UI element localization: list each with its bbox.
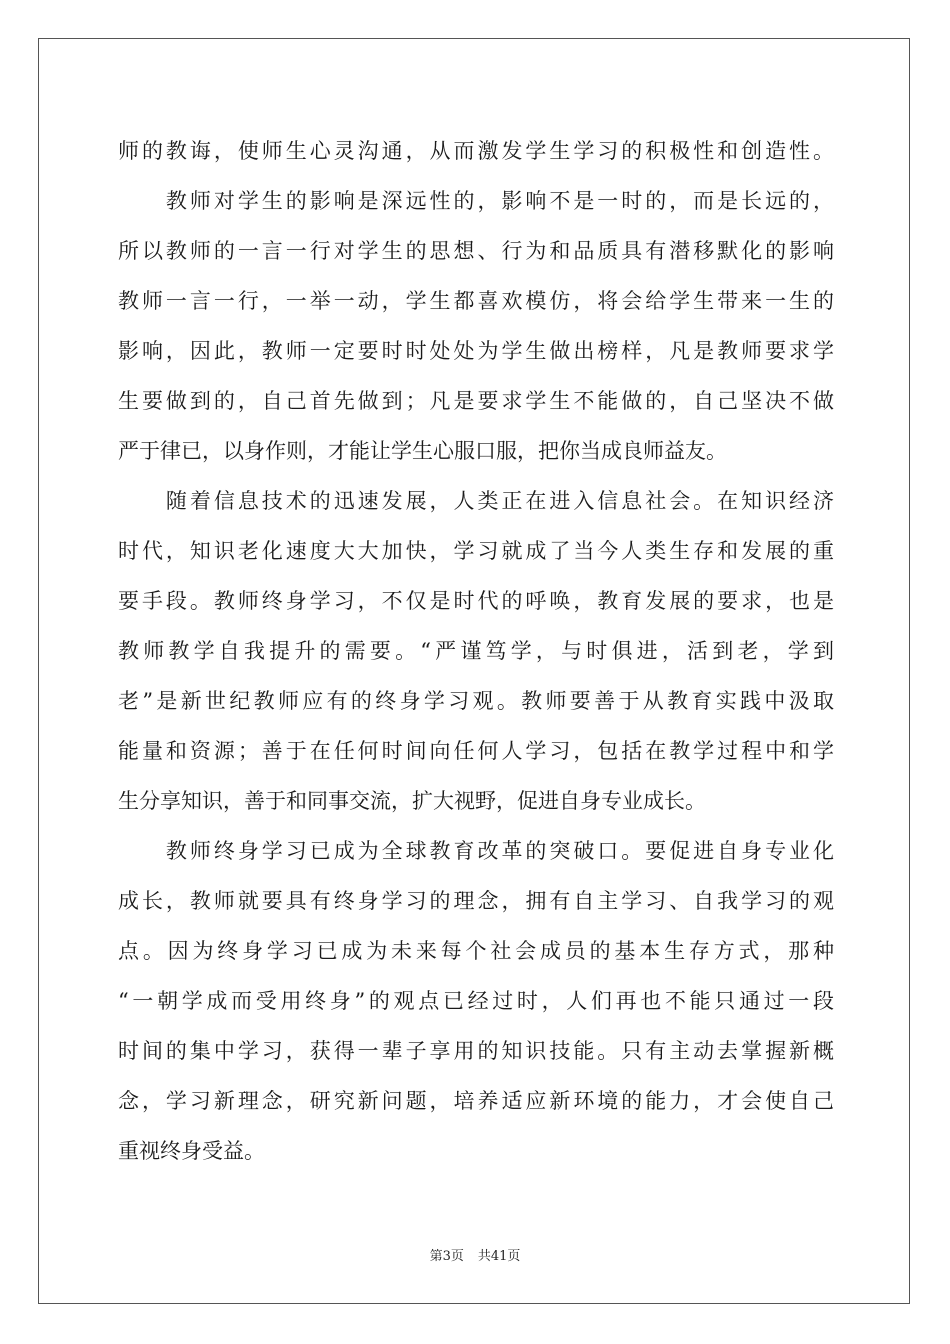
text-line: 教师一言一行，一举一动，学生都喜欢模仿，将会给学生带来一生的 bbox=[118, 289, 834, 313]
text-line: 成长，教师就要具有终身学习的理念，拥有自主学习、自我学习的观 bbox=[118, 889, 834, 913]
text-line: 生要做到的，自己首先做到；凡是要求学生不能做的，自己坚决不做 bbox=[118, 389, 834, 413]
text-line: 师的教诲，使师生心灵沟通，从而激发学生学习的积极性和创造性。 bbox=[118, 139, 834, 163]
text-line: 教师终身学习已成为全球教育改革的突破口。要促进自身专业化 bbox=[118, 839, 834, 863]
page-number: 第3页 bbox=[429, 1249, 464, 1264]
text-line: 重视终身受益。 bbox=[118, 1139, 265, 1163]
text-line: 老”是新世纪教师应有的终身学习观。教师要善于从教育实践中汲取 bbox=[118, 689, 834, 713]
page-footer bbox=[0, 1245, 950, 1264]
text-line: 能量和资源；善于在任何时间向任何人学习，包括在教学过程中和学 bbox=[118, 739, 834, 763]
text-line: 教师教学自我提升的需要。“严谨笃学，与时俱进，活到老，学到 bbox=[118, 639, 834, 663]
text-line: 生分享知识，善于和同事交流，扩大视野，促进自身专业成长。 bbox=[118, 789, 706, 813]
text-line: 点。因为终身学习已成为未来每个社会成员的基本生存方式，那种 bbox=[118, 939, 834, 963]
text-line: 时间的集中学习，获得一辈子享用的知识技能。只有主动去掌握新概 bbox=[118, 1039, 834, 1063]
text-line: 所以教师的一言一行对学生的思想、行为和品质具有潜移默化的影响 bbox=[118, 239, 834, 263]
text-line: “一朝学成而受用终身”的观点已经过时，人们再也不能只通过一段 bbox=[118, 989, 834, 1013]
document-body bbox=[118, 126, 834, 1176]
text-line: 严于律已，以身作则，才能让学生心服口服，把你当成良师益友。 bbox=[118, 439, 727, 463]
text-line: 念，学习新理念，研究新问题，培养适应新环境的能力，才会使自己 bbox=[118, 1089, 834, 1113]
text-line: 影响，因此，教师一定要时时处处为学生做出榜样，凡是教师要求学 bbox=[118, 339, 834, 363]
text-line: 教师对学生的影响是深远性的，影响不是一时的，而是长远的， bbox=[118, 189, 834, 213]
text-line: 时代，知识老化速度大大加快，学习就成了当今人类生存和发展的重 bbox=[118, 539, 834, 563]
text-line: 要手段。教师终身学习，不仅是时代的呼唤，教育发展的要求，也是 bbox=[118, 589, 834, 613]
text-line: 随着信息技术的迅速发展，人类正在进入信息社会。在知识经济 bbox=[118, 489, 834, 513]
page-total: 共41页 bbox=[477, 1249, 521, 1264]
